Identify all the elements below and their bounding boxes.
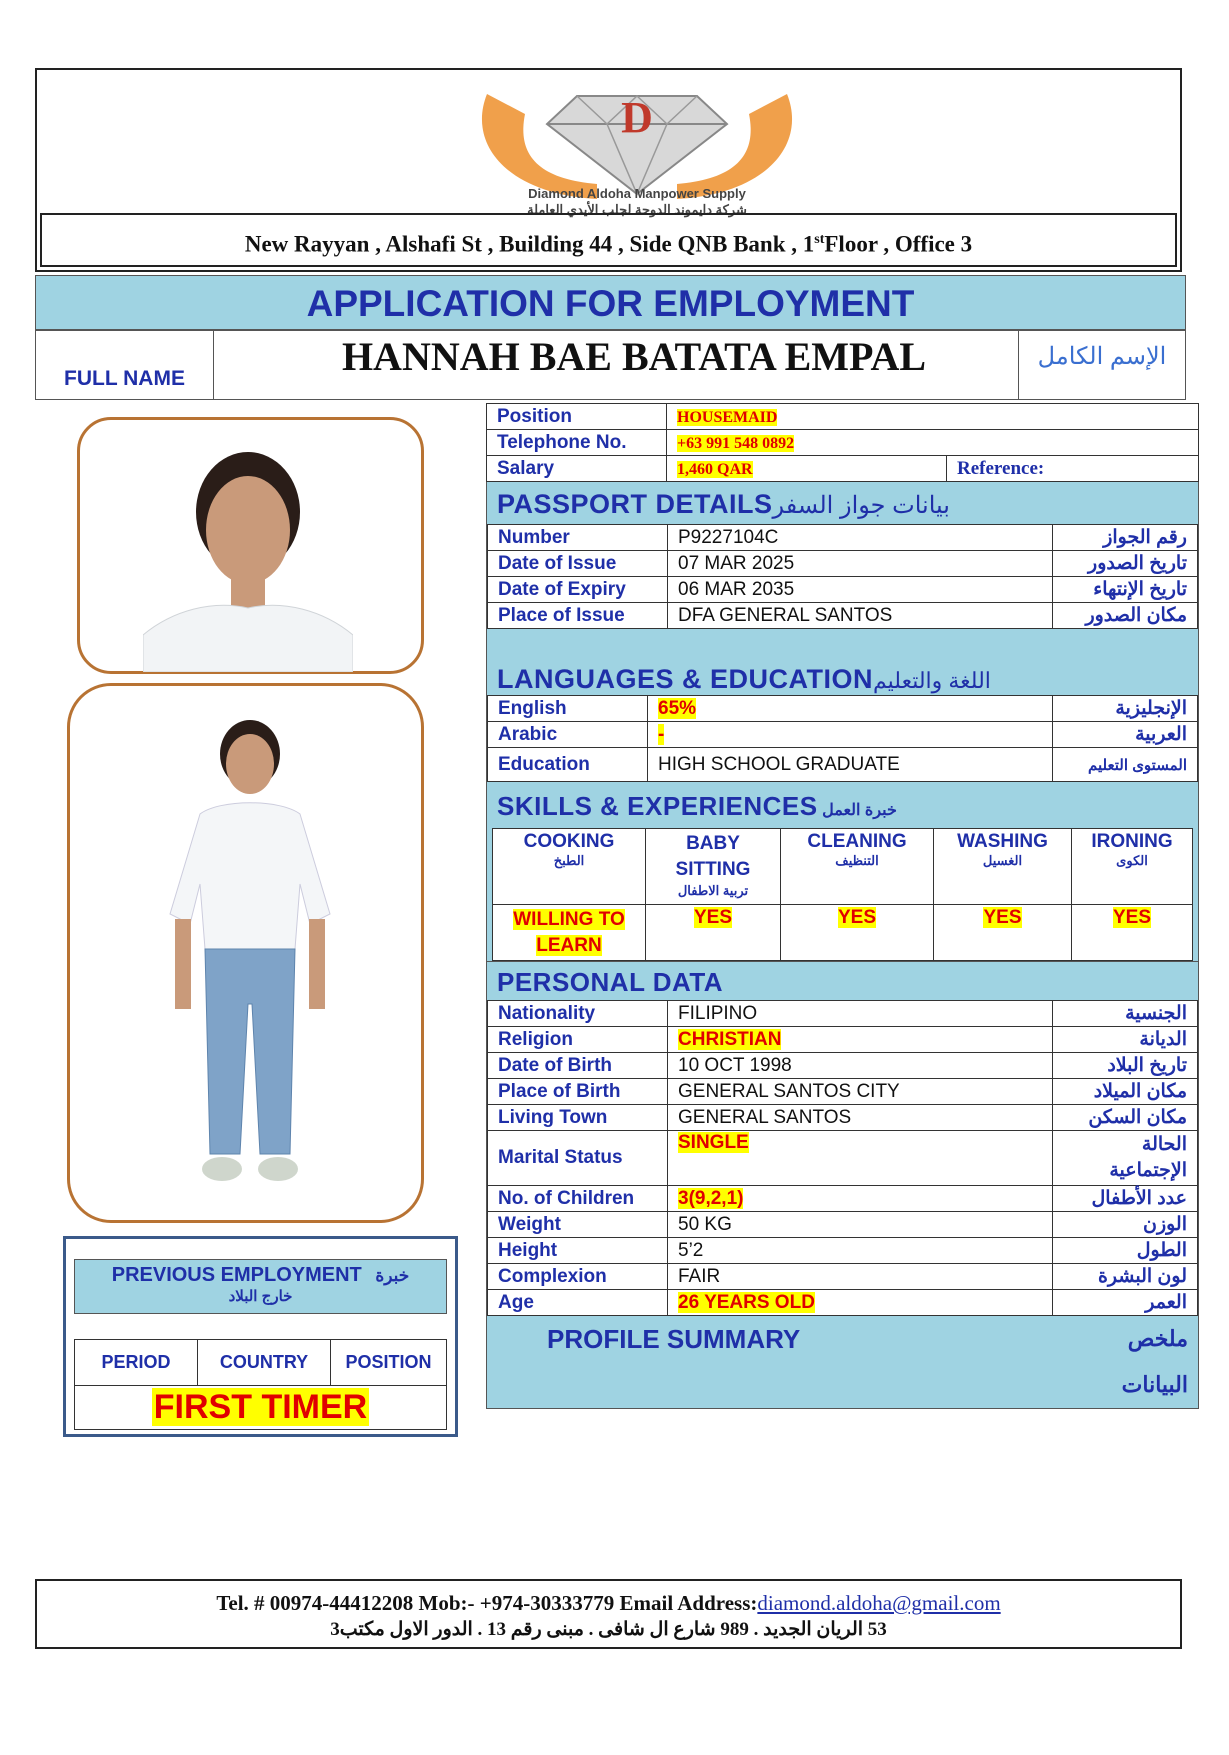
issue-date-ar: تاريخ الصدور	[1053, 551, 1198, 577]
previous-employment-box	[63, 1236, 458, 1437]
weight-ar: الوزن	[1053, 1212, 1198, 1238]
complexion-ar: لون البشرة	[1053, 1264, 1198, 1290]
skill-ironing-ar: الكوى	[1116, 853, 1148, 868]
religion-ar: الديانة	[1053, 1027, 1198, 1053]
height-label: Height	[488, 1238, 668, 1264]
age-value: 26 YEARS OLD	[678, 1291, 815, 1313]
passport-number-label: Number	[488, 525, 668, 551]
issue-place-ar: مكان الصدور	[1053, 603, 1198, 629]
skill-babysitting	[646, 829, 781, 905]
full-name-value: HANNAH BAE BATATA EMPAL	[341, 334, 927, 379]
company-name-en: Diamond Aldoha Manpower Supply	[528, 186, 746, 201]
table-row	[488, 696, 1198, 722]
languages-title-ar: اللغة والتعليم	[873, 668, 991, 693]
passport-table	[487, 524, 1198, 629]
previous-employment-title: PREVIOUS EMPLOYMENT	[111, 1264, 362, 1286]
marital-status-value: SINGLE	[678, 1132, 749, 1153]
arabic-value: -	[658, 723, 665, 745]
skills-table	[492, 828, 1193, 961]
skill-babysitting-ar: تربية الاطفال	[677, 883, 749, 898]
reference-label: Reference:	[947, 456, 1199, 482]
skill-cooking	[493, 829, 646, 905]
nationality-label: Nationality	[488, 1001, 668, 1027]
full-body-photo	[160, 714, 340, 1204]
skill-washing-value: YES	[983, 907, 1022, 928]
age-label: Age	[488, 1290, 668, 1316]
phone-label: Telephone No.	[487, 430, 667, 456]
pob-label: Place of Birth	[488, 1079, 668, 1105]
passport-number-ar: رقم الجواز	[1053, 525, 1198, 551]
footer-address-ar: 53 الريان الجديد . 989 شارع ال شافى . مبنى رقم 13 . الدور الاول مكتب3	[330, 1619, 887, 1640]
table-row	[488, 748, 1198, 782]
col-position: POSITION	[331, 1340, 447, 1386]
table-row	[488, 722, 1198, 748]
skill-cleaning	[781, 829, 934, 905]
age-ar: العمر	[1053, 1290, 1198, 1316]
table-row	[488, 1105, 1198, 1131]
living-town-label: Living Town	[488, 1105, 668, 1131]
nationality-ar: الجنسية	[1053, 1001, 1198, 1027]
skill-ironing-value: YES	[1112, 907, 1152, 928]
personal-table	[487, 1000, 1198, 1316]
skill-washing-label: WASHING	[957, 831, 1048, 852]
table-row	[488, 1001, 1198, 1027]
languages-title: LANGUAGES & EDUCATION	[497, 664, 874, 694]
profile-summary-ar-1: ملخص	[1127, 1326, 1188, 1351]
table-row	[488, 1186, 1198, 1212]
address-sup: st	[814, 232, 825, 247]
skill-babysitting-value: YES	[693, 907, 733, 928]
first-timer-value: FIRST TIMER	[153, 1388, 368, 1426]
dob-ar: تاريخ البلاد	[1053, 1053, 1198, 1079]
previous-employment-table	[74, 1339, 447, 1430]
table-row	[488, 525, 1198, 551]
full-name-label-ar: الإسم الكامل	[1018, 331, 1185, 399]
passport-title-ar: بيانات جواز السفر	[772, 492, 950, 519]
personal-data-title: PERSONAL DATA	[497, 967, 724, 997]
passport-number-value: P9227104C	[668, 525, 1053, 551]
pob-ar: مكان الميلاد	[1053, 1079, 1198, 1105]
table-row	[488, 1264, 1198, 1290]
nationality-value: FILIPINO	[668, 1001, 1053, 1027]
address-end: Floor , Office 3	[824, 231, 973, 257]
salary-value: 1,460 QAR	[677, 460, 753, 478]
col-country: COUNTRY	[198, 1340, 331, 1386]
skill-cleaning-ar: التنظيف	[835, 853, 879, 868]
company-logo	[447, 74, 827, 224]
english-value: 65%	[658, 697, 697, 719]
height-ar: الطول	[1053, 1238, 1198, 1264]
issue-date-value: 07 MAR 2025	[668, 551, 1053, 577]
expiry-date-value: 06 MAR 2035	[668, 577, 1053, 603]
passport-title: PASSPORT DETAILS	[497, 489, 773, 519]
marital-status-label: Marital Status	[488, 1131, 668, 1186]
expiry-date-ar: تاريخ الإنتهاء	[1053, 577, 1198, 603]
footer-contact: Tel. # 00974-44412208 Mob:- +974-30333779 Email Address:	[216, 1591, 758, 1615]
table-row	[488, 551, 1198, 577]
top-info-table	[486, 403, 1199, 482]
full-name-row	[35, 330, 1186, 400]
skill-cooking-value: WILLING TO LEARN	[513, 909, 625, 956]
table-row	[488, 577, 1198, 603]
title-bar	[35, 275, 1186, 330]
height-value: 5’2	[668, 1238, 1053, 1264]
living-town-ar: مكان السكن	[1053, 1105, 1198, 1131]
arabic-ar: العربية	[1053, 722, 1198, 748]
languages-table	[487, 695, 1198, 782]
english-ar: الإنجليزية	[1053, 696, 1198, 722]
footer-email-link[interactable]: diamond.aldoha@gmail.com	[757, 1591, 1001, 1615]
logo-letters: D	[621, 93, 653, 142]
children-value: 3(9,2,1)	[678, 1187, 744, 1209]
dob-label: Date of Birth	[488, 1053, 668, 1079]
previous-employment-title-ar2: خارج البلاد	[228, 1288, 293, 1305]
issue-date-label: Date of Issue	[488, 551, 668, 577]
skills-title-ar: خبرة العمل	[822, 802, 897, 819]
expiry-date-label: Date of Expiry	[488, 577, 668, 603]
position-label: Position	[487, 404, 667, 430]
company-name-ar: شركة دايموند الدوحة لجلب الأيدي العاملة	[527, 202, 747, 217]
table-row	[488, 603, 1198, 629]
profile-summary-ar-2: البيانات	[1121, 1372, 1188, 1397]
footer-box	[35, 1579, 1182, 1649]
education-value: HIGH SCHOOL GRADUATE	[648, 748, 1053, 782]
table-row	[488, 1212, 1198, 1238]
profile-summary-bar	[487, 1316, 1198, 1408]
religion-label: Religion	[488, 1027, 668, 1053]
issue-place-value: DFA GENERAL SANTOS	[668, 603, 1053, 629]
skill-washing	[934, 829, 1072, 905]
table-row	[488, 1131, 1198, 1186]
profile-summary-title: PROFILE SUMMARY	[547, 1324, 801, 1354]
education-label: Education	[488, 748, 648, 782]
religion-value: CHRISTIAN	[678, 1028, 782, 1050]
complexion-value: FAIR	[668, 1264, 1053, 1290]
skills-title: SKILLS & EXPERIENCES	[497, 791, 818, 821]
issue-place-label: Place of Issue	[488, 603, 668, 629]
children-ar: عدد الأطفال	[1053, 1186, 1198, 1212]
weight-label: Weight	[488, 1212, 668, 1238]
skill-ironing	[1072, 829, 1193, 905]
table-row	[488, 1027, 1198, 1053]
previous-employment-header	[74, 1259, 447, 1314]
english-label: English	[488, 696, 648, 722]
passport-section	[486, 482, 1199, 1409]
skill-cleaning-label: CLEANING	[807, 831, 907, 852]
table-row	[488, 1079, 1198, 1105]
education-ar: المستوى التعليم	[1053, 748, 1198, 782]
children-label: No. of Children	[488, 1186, 668, 1212]
phone-value: +63 991 548 0892	[677, 434, 795, 452]
position-value: HOUSEMAID	[677, 408, 778, 426]
header-box	[35, 68, 1182, 272]
living-town-value: GENERAL SANTOS	[668, 1105, 1053, 1131]
col-period: PERIOD	[75, 1340, 198, 1386]
complexion-label: Complexion	[488, 1264, 668, 1290]
address-text: New Rayyan , Alshafi St , Building 44 , Side QNB Bank , 1	[244, 231, 815, 257]
pob-value: GENERAL SANTOS CITY	[668, 1079, 1053, 1105]
skill-cleaning-value: YES	[837, 907, 877, 928]
marital-status-ar: الحالة الإجتماعية	[1053, 1131, 1198, 1186]
skill-cooking-ar: الطبخ	[553, 853, 585, 868]
portrait-photo	[143, 450, 353, 672]
skill-washing-ar: الغسيل	[982, 853, 1023, 868]
weight-value: 50 KG	[668, 1212, 1053, 1238]
page-title: APPLICATION FOR EMPLOYMENT	[306, 283, 915, 324]
full-name-label: FULL NAME	[36, 331, 214, 399]
skill-ironing-label: IRONING	[1091, 831, 1173, 852]
address-box	[40, 213, 1177, 267]
table-row	[488, 1290, 1198, 1316]
previous-employment-title-ar1: خبرة	[375, 1266, 410, 1285]
table-row	[488, 1238, 1198, 1264]
full-body-photo-frame	[67, 683, 424, 1223]
details-column	[486, 403, 1199, 1438]
skill-cooking-label: COOKING	[523, 831, 615, 852]
dob-value: 10 OCT 1998	[668, 1053, 1053, 1079]
salary-label: Salary	[487, 456, 667, 482]
skill-babysitting-label: BABY SITTING	[675, 833, 751, 880]
portrait-photo-frame	[77, 417, 424, 674]
arabic-label: Arabic	[488, 722, 648, 748]
table-row	[488, 1053, 1198, 1079]
